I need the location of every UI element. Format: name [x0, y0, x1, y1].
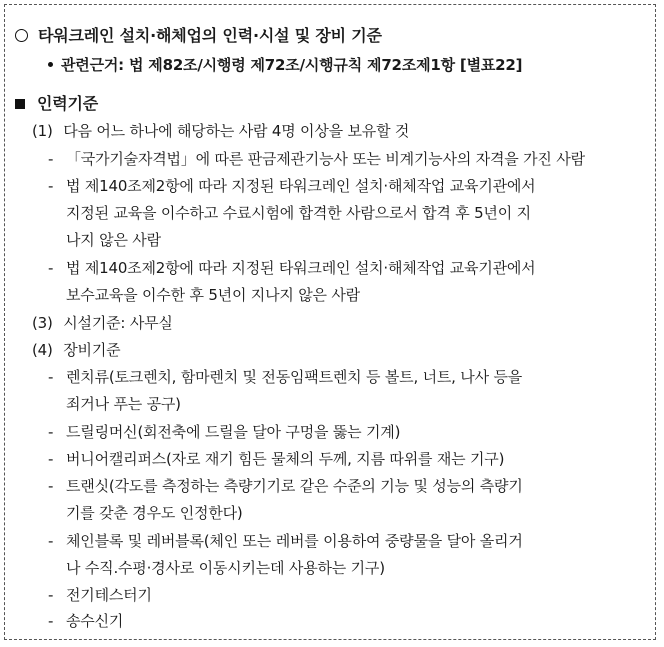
- dash-bullet: -: [48, 150, 54, 168]
- item-4-bullet-3: 버니어캘리퍼스(자로 재기 힘든 물체의 두께, 지름 따위를 재는 기구): [66, 450, 505, 468]
- dash-bullet: -: [48, 532, 54, 550]
- legal-basis: [48, 55, 522, 75]
- dash-bullet: -: [48, 477, 54, 495]
- dash-bullet: -: [48, 177, 54, 195]
- item-4-text: 장비기준: [63, 341, 121, 359]
- item-1-bullet-2-line-1: 법 제140조제2항에 따라 지정된 타워크레인 설치·해체작업 교육기관에서: [66, 177, 536, 195]
- item-4-bullet-5-line-2: 나 수직.수평·경사로 이동시키는데 사용하는 기구): [66, 559, 385, 577]
- item-1: [32, 121, 409, 141]
- item-4-bullet-4-line-2: 기를 갖춘 경우도 인정한다): [66, 504, 243, 522]
- item-4-bullet-6: 전기테스터기: [66, 586, 152, 604]
- dash-bullet: -: [48, 586, 54, 604]
- circle-bullet-icon: [15, 29, 28, 42]
- section-heading: [15, 94, 98, 114]
- item-4-bullet-2: 드릴링머신(회전축에 드릴을 달아 구멍을 뚫는 기계): [66, 423, 401, 441]
- item-4: [32, 340, 120, 360]
- item-4-bullet-1-line-2: 죄거나 푸는 공구): [66, 395, 181, 413]
- dot-bullet-icon: [48, 62, 53, 67]
- item-4-bullet-1-line-1: 렌치류(토크렌치, 함마렌치 및 전동임팩트렌치 등 볼트, 너트, 나사 등을: [66, 368, 523, 386]
- dash-bullet: -: [48, 259, 54, 277]
- dash-bullet: -: [48, 612, 54, 630]
- item-1-bullet-3-line-2: 보수교육을 이수한 후 5년이 지나지 않은 사람: [66, 286, 360, 304]
- item-1-bullet-2-line-3: 나지 않은 사람: [66, 231, 161, 249]
- item-4-bullet-7: 송수신기: [66, 612, 124, 630]
- dash-bullet: -: [48, 423, 54, 441]
- item-3: [32, 313, 173, 333]
- item-1-bullet-1: 「국가기술자격법」에 따른 판금제관기능사 또는 비계기능사의 자격을 가진 사람: [66, 150, 585, 168]
- item-4-bullet-4-line-1: 트랜싯(각도를 측정하는 측량기기로 같은 수준의 기능 및 성능의 측량기: [66, 477, 523, 495]
- item-3-number: (3): [32, 314, 53, 332]
- item-1-text: 다음 어느 하나에 해당하는 사람 4명 이상을 보유할 것: [63, 122, 410, 140]
- dash-bullet: -: [48, 450, 54, 468]
- item-4-bullet-5-line-1: 체인블록 및 레버블록(체인 또는 레버를 이용하여 중량물을 달아 올리거: [66, 532, 523, 550]
- item-3-text: 시설기준: 사무실: [63, 314, 173, 332]
- item-1-number: (1): [32, 122, 53, 140]
- document-title: [15, 26, 382, 46]
- item-1-bullet-3-line-1: 법 제140조제2항에 따라 지정된 타워크레인 설치·해체작업 교육기관에서: [66, 259, 536, 277]
- item-4-number: (4): [32, 341, 53, 359]
- item-1-bullet-2-line-2: 지정된 교육을 이수하고 수료시험에 합격한 사람으로서 합격 후 5년이 지: [66, 204, 531, 222]
- dash-bullet: -: [48, 368, 54, 386]
- section-heading-text: 인력기준: [37, 94, 99, 113]
- square-bullet-icon: [15, 99, 25, 109]
- legal-basis-text: 관련근거: 법 제82조/시행령 제72조/시행규칙 제72조제1항 [별표22]: [61, 56, 523, 74]
- title-text: 타워크레인 설치·해체업의 인력·시설 및 장비 기준: [38, 26, 382, 45]
